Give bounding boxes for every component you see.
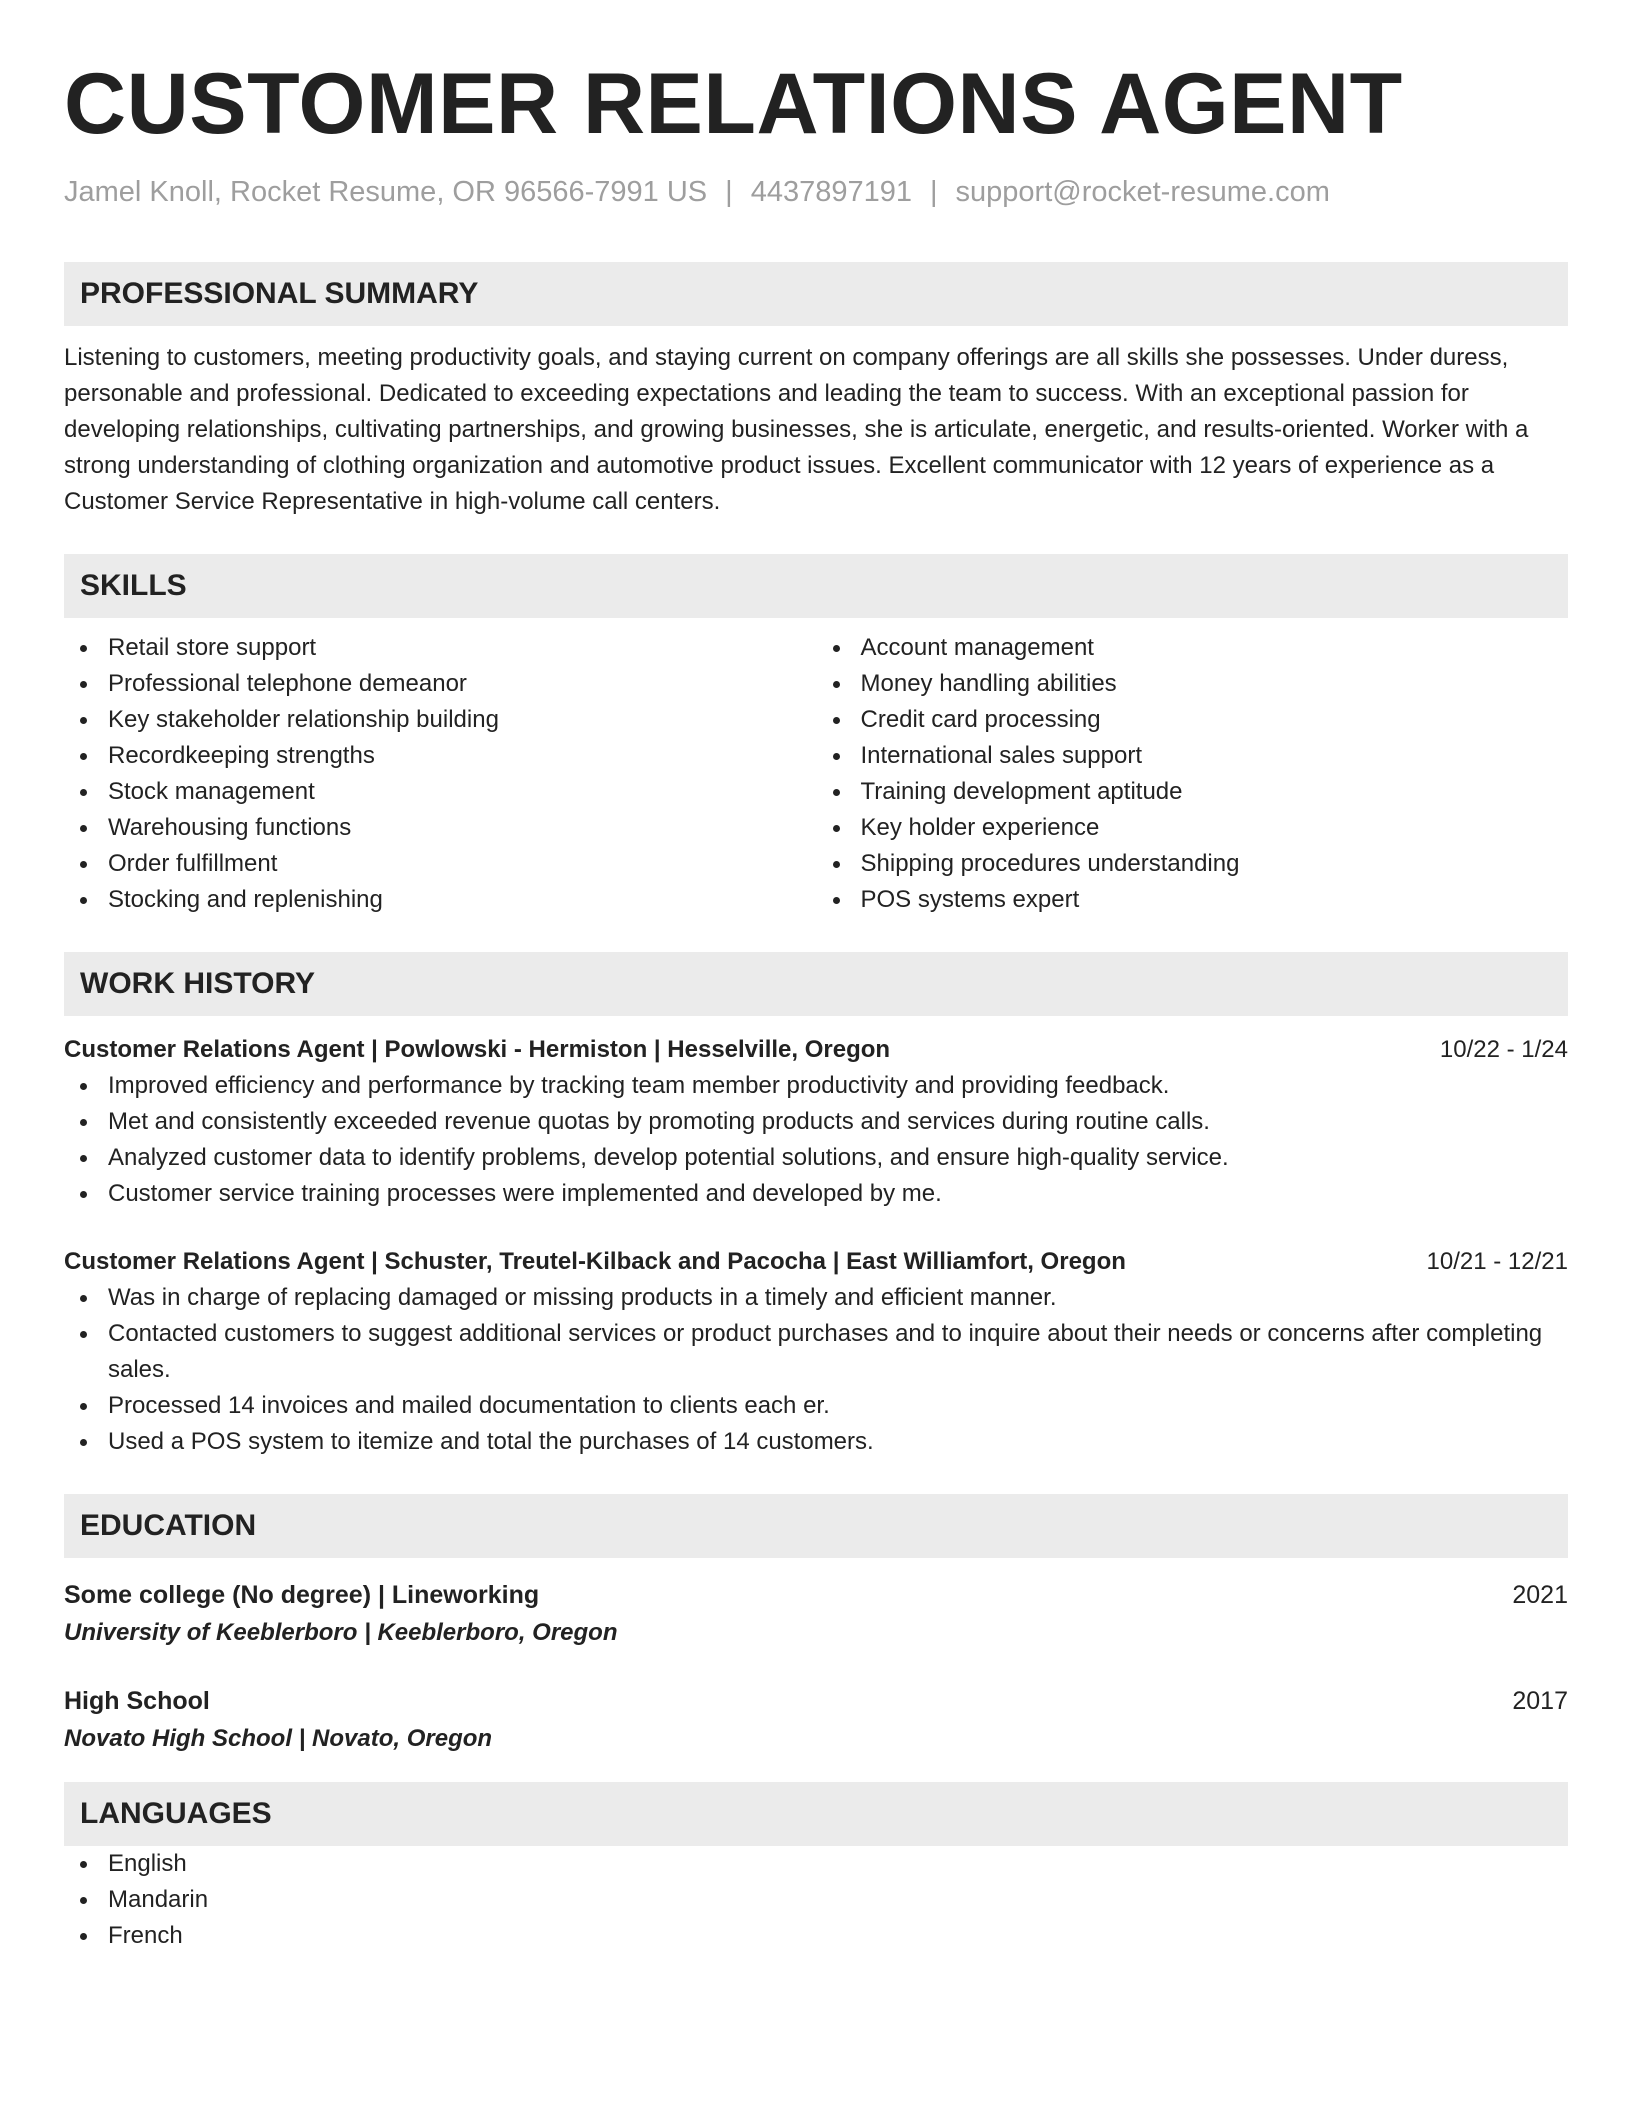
contact-email: support@rocket-resume.com — [955, 176, 1330, 208]
skill-item: International sales support — [817, 738, 1569, 774]
resume-title: CUSTOMER RELATIONS AGENT — [64, 56, 1403, 152]
skill-item: Order fulfillment — [64, 846, 816, 882]
job-bullet: Was in charge of replacing damaged or missing products in a timely and efficient manner. — [64, 1280, 1568, 1316]
skill-item: Credit card processing — [817, 702, 1569, 738]
skill-item: Money handling abilities — [817, 666, 1569, 702]
job-entry — [64, 1032, 1568, 1212]
skill-item: Shipping procedures understanding — [817, 846, 1569, 882]
skill-item: Retail store support — [64, 630, 816, 666]
skills-column-left — [64, 630, 816, 918]
job-bullet: Analyzed customer data to identify problems, develop potential solutions, and ensure high-quality service. — [64, 1140, 1568, 1176]
job-bullet-list — [64, 1068, 1568, 1212]
education-entry — [64, 1576, 1568, 1652]
education-school: Novato High School | Novato, Oregon — [64, 1725, 493, 1752]
skill-item: Stocking and replenishing — [64, 882, 816, 918]
education-entry — [64, 1682, 1568, 1758]
skills-grid — [64, 630, 1568, 918]
contact-separator: | — [725, 176, 733, 208]
language-item: French — [64, 1918, 1568, 1954]
skill-item: Training development aptitude — [817, 774, 1569, 810]
skill-item: Professional telephone demeanor — [64, 666, 816, 702]
section-header-skills: SKILLS — [64, 554, 1568, 618]
skills-column-right — [816, 630, 1569, 918]
skill-item: Account management — [817, 630, 1569, 666]
skills-list-left — [64, 630, 816, 918]
job-entry — [64, 1244, 1568, 1460]
job-bullet: Improved efficiency and performance by tracking team member productivity and providing feedback. — [64, 1068, 1568, 1104]
education-year: 2017 — [1512, 1687, 1568, 1715]
education-year: 2021 — [1512, 1581, 1568, 1609]
skills-list-right — [817, 630, 1569, 918]
section-header-summary: PROFESSIONAL SUMMARY — [64, 262, 1568, 326]
language-item: Mandarin — [64, 1882, 1568, 1918]
job-bullet: Customer service training processes were implemented and developed by me. — [64, 1176, 1568, 1212]
languages-list — [64, 1846, 1568, 1954]
skill-item: Warehousing functions — [64, 810, 816, 846]
section-header-education: EDUCATION — [64, 1494, 1568, 1558]
section-header-work-history: WORK HISTORY — [64, 952, 1568, 1016]
job-dates: 10/21 - 12/21 — [1426, 1248, 1568, 1275]
job-header — [64, 1032, 1568, 1068]
education-degree: Some college (No degree) | Lineworking — [64, 1581, 540, 1609]
job-bullet-list — [64, 1280, 1568, 1460]
contact-address: Jamel Knoll, Rocket Resume, OR 96566-7991 US — [64, 176, 708, 208]
job-header — [64, 1244, 1568, 1280]
job-title: Customer Relations Agent | Powlowski - Hermiston | Hesselville, Oregon — [64, 1036, 891, 1063]
skill-item: Key stakeholder relationship building — [64, 702, 816, 738]
summary-text: Listening to customers, meeting productivity goals, and staying current on company offerings are all skills she possesses. Under duress, personable and professional. Dedicated to exceeding expectations and leading the team to success. With an exceptional passion for developing relationships, cultivating partnerships, and growing businesses, she is articulate, energetic, and results-oriented. Worker with a strong understanding of clothing organization and automotive product issues. Excellent communicator with 12 years of experience as a Customer Service Representative in high-volume call centers. — [64, 344, 1529, 515]
contact-phone: 4437897191 — [750, 176, 912, 208]
job-title: Customer Relations Agent | Schuster, Treutel-Kilback and Pacocha | East Williamfort, Oregon — [64, 1248, 1126, 1275]
job-bullet: Processed 14 invoices and mailed documentation to clients each er. — [64, 1388, 1568, 1424]
job-bullet: Contacted customers to suggest additional services or product purchases and to inquire about their needs or concerns after completing sales. — [64, 1316, 1568, 1388]
contact-separator: | — [929, 176, 938, 208]
section-header-languages: LANGUAGES — [64, 1782, 1568, 1846]
contact-line — [64, 174, 1568, 210]
skill-item: POS systems expert — [817, 882, 1569, 918]
education-header — [64, 1576, 1568, 1614]
job-dates: 10/22 - 1/24 — [1439, 1036, 1568, 1063]
language-item: English — [64, 1846, 1568, 1882]
skill-item: Key holder experience — [817, 810, 1569, 846]
education-degree: High School — [64, 1687, 210, 1715]
job-bullet: Used a POS system to itemize and total the purchases of 14 customers. — [64, 1424, 1568, 1460]
education-header — [64, 1682, 1568, 1720]
skill-item: Stock management — [64, 774, 816, 810]
skill-item: Recordkeeping strengths — [64, 738, 816, 774]
education-school: University of Keeblerboro | Keeblerboro, Oregon — [64, 1619, 618, 1646]
job-bullet: Met and consistently exceeded revenue quotas by promoting products and services during routine calls. — [64, 1104, 1568, 1140]
